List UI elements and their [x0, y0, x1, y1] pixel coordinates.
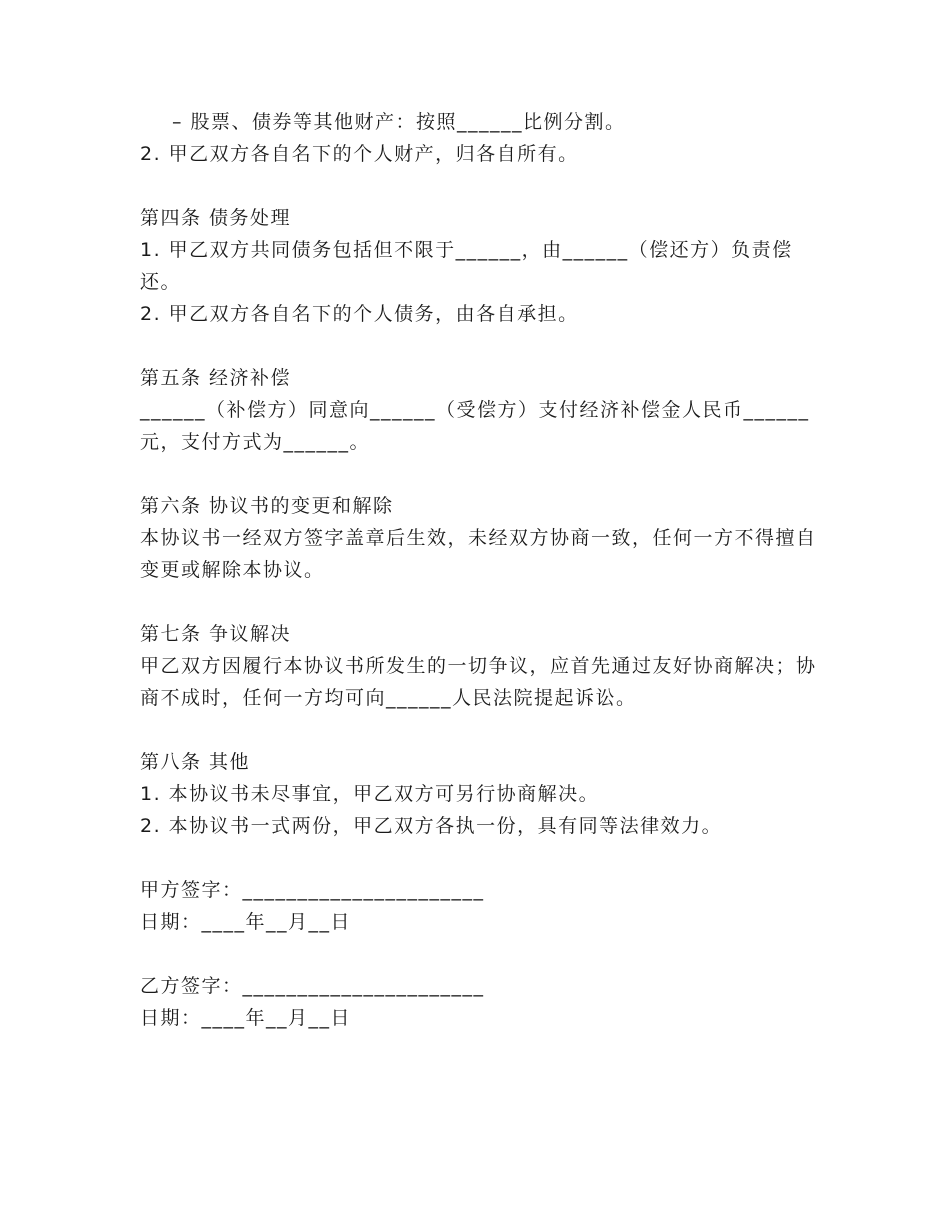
section-4-heading: 第四条 债务处理	[140, 207, 292, 229]
section-gap	[140, 842, 820, 874]
section-8-line-2: 2. 本协议书一式两份，甲乙双方各执一份，具有同等法律效力。	[140, 815, 723, 837]
section-gap	[140, 458, 820, 490]
section-5-line-1: ______（补偿方）同意向______（受偿方）支付经济补偿金人民币______元，支付方式为______。	[140, 399, 810, 453]
party-b-signature-block	[140, 970, 820, 1034]
section-8-line-1: 1. 本协议书未尽事宜，甲乙双方可另行协商解决。	[140, 783, 600, 805]
property-item-personal: 2. 甲乙双方各自名下的个人财产，归各自所有。	[140, 143, 579, 165]
party-a-signature-block	[140, 874, 820, 938]
property-item-stocks: – 股票、债券等其他财产：按照______比例分割。	[172, 111, 626, 133]
section-4-line-2: 2. 甲乙双方各自名下的个人债务，由各自承担。	[140, 303, 579, 325]
section-7-heading: 第七条 争议解决	[140, 623, 292, 645]
section-5-heading: 第五条 经济补偿	[140, 367, 292, 389]
section-gap	[140, 938, 820, 970]
section-4-line-1: 1. 甲乙双方共同债务包括但不限于______，由______（偿还方）负责偿还。	[140, 239, 793, 293]
document-body	[140, 106, 820, 1034]
section-gap	[140, 586, 820, 618]
party-b-date-line: 日期：____年__月__日	[140, 1007, 352, 1029]
section-6-line-1: 本协议书一经双方签字盖章后生效，未经双方协商一致，任何一方不得擅自变更或解除本协议。	[140, 527, 817, 581]
section-gap	[140, 330, 820, 362]
section-gap	[140, 170, 820, 202]
section-6-heading: 第六条 协议书的变更和解除	[140, 495, 394, 517]
party-a-date-line: 日期：____年__月__日	[140, 911, 352, 933]
party-b-signature-line: 乙方签字：______________________	[140, 975, 485, 997]
section-gap	[140, 714, 820, 746]
party-a-signature-line: 甲方签字：______________________	[140, 879, 485, 901]
section-7-line-1: 甲乙双方因履行本协议书所发生的一切争议，应首先通过友好协商解决；协商不成时，任何一方均可向______人民法院提起诉讼。	[140, 655, 817, 709]
section-8-heading: 第八条 其他	[140, 751, 251, 773]
